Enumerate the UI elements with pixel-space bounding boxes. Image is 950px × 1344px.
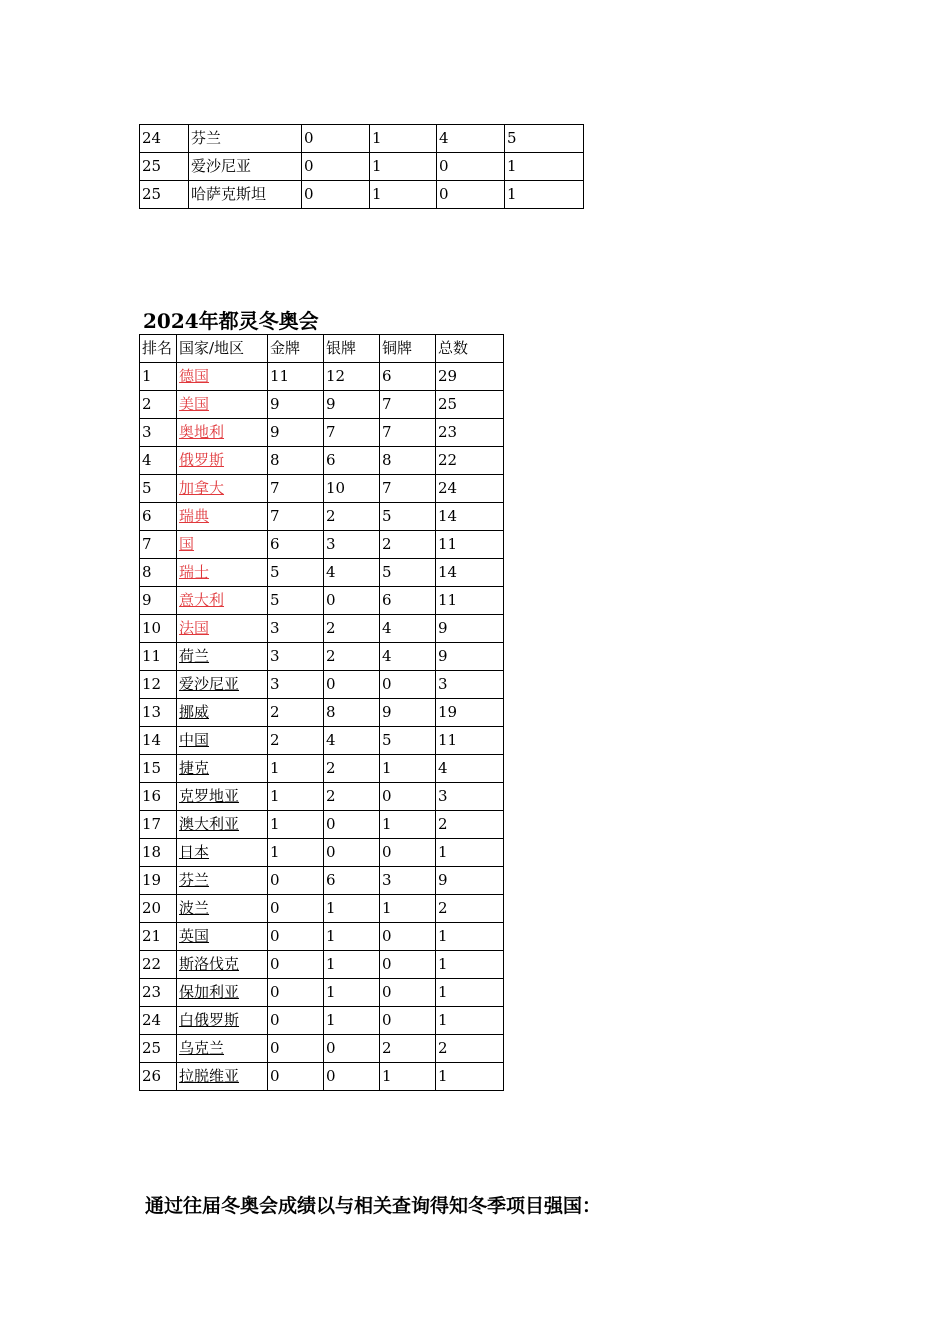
total-cell: 11 — [436, 531, 504, 559]
gold-cell: 0 — [268, 1035, 324, 1063]
gold-cell: 2 — [268, 699, 324, 727]
total-cell: 3 — [436, 783, 504, 811]
total-cell: 4 — [436, 755, 504, 783]
country-cell — [177, 363, 268, 391]
total-cell: 2 — [436, 1035, 504, 1063]
silver-cell: 2 — [324, 615, 380, 643]
gold-cell: 3 — [268, 671, 324, 699]
country-cell — [177, 979, 268, 1007]
bronze-cell: 1 — [380, 895, 436, 923]
gold-cell: 9 — [268, 419, 324, 447]
total-cell: 1 — [436, 839, 504, 867]
bronze-cell: 1 — [380, 755, 436, 783]
medal-table — [139, 334, 504, 1091]
bronze-cell: 0 — [380, 979, 436, 1007]
country-cell: 芬兰 — [189, 125, 302, 153]
silver-cell: 0 — [324, 671, 380, 699]
total-cell: 5 — [505, 125, 584, 153]
silver-cell: 1 — [324, 1007, 380, 1035]
country-link[interactable]: 瑞士 — [179, 563, 210, 581]
total-cell: 23 — [436, 419, 504, 447]
summary-text: 通过往届冬奥会成绩以与相关查询得知冬季项目强国： — [145, 1195, 602, 1217]
total-cell: 1 — [436, 979, 504, 1007]
bronze-cell: 0 — [437, 181, 505, 209]
bronze-cell: 6 — [380, 587, 436, 615]
total-cell: 2 — [436, 811, 504, 839]
total-cell: 3 — [436, 671, 504, 699]
rank-cell: 26 — [140, 1063, 177, 1091]
table-row — [140, 125, 584, 153]
country-link[interactable]: 瑞典 — [179, 507, 210, 525]
bronze-cell: 0 — [380, 839, 436, 867]
silver-cell: 1 — [370, 125, 437, 153]
bronze-cell: 2 — [380, 1035, 436, 1063]
section-heading: 2024年都灵冬奥会 — [143, 309, 319, 333]
bronze-cell: 5 — [380, 727, 436, 755]
bronze-cell: 1 — [380, 811, 436, 839]
table-row — [140, 839, 504, 867]
country-cell — [177, 839, 268, 867]
rank-cell: 21 — [140, 923, 177, 951]
gold-cell: 1 — [268, 783, 324, 811]
bronze-cell: 0 — [380, 1007, 436, 1035]
table-row — [140, 895, 504, 923]
bronze-cell: 3 — [380, 867, 436, 895]
total-cell: 1 — [436, 1007, 504, 1035]
country-cell — [177, 643, 268, 671]
medal-table-body — [140, 363, 504, 1091]
table-row — [140, 153, 584, 181]
gold-cell: 5 — [268, 559, 324, 587]
gold-cell: 0 — [268, 867, 324, 895]
table-row — [140, 615, 504, 643]
table-row — [140, 587, 504, 615]
table-row — [140, 447, 504, 475]
silver-cell: 1 — [324, 923, 380, 951]
header-total: 总数 — [436, 335, 504, 363]
country-link[interactable]: 国 — [179, 535, 195, 553]
table-row — [140, 181, 584, 209]
rank-cell: 1 — [140, 363, 177, 391]
table-row — [140, 811, 504, 839]
table-row — [140, 783, 504, 811]
total-cell: 19 — [436, 699, 504, 727]
bronze-cell: 0 — [380, 783, 436, 811]
country-link[interactable]: 白俄罗斯 — [179, 1011, 240, 1029]
country-cell — [177, 1007, 268, 1035]
country-link[interactable]: 波兰 — [179, 899, 210, 917]
rank-cell: 6 — [140, 503, 177, 531]
rank-cell: 24 — [140, 1007, 177, 1035]
country-cell: 哈萨克斯坦 — [189, 181, 302, 209]
bronze-cell: 2 — [380, 531, 436, 559]
bronze-cell: 0 — [380, 671, 436, 699]
total-cell: 14 — [436, 559, 504, 587]
bronze-cell: 8 — [380, 447, 436, 475]
bronze-cell: 4 — [380, 615, 436, 643]
bronze-cell: 0 — [380, 951, 436, 979]
total-cell: 11 — [436, 587, 504, 615]
silver-cell: 2 — [324, 755, 380, 783]
gold-cell: 5 — [268, 587, 324, 615]
country-cell — [177, 783, 268, 811]
bronze-cell: 7 — [380, 475, 436, 503]
table-row — [140, 643, 504, 671]
rank-cell: 2 — [140, 391, 177, 419]
gold-cell: 0 — [268, 895, 324, 923]
country-cell: 爱沙尼亚 — [189, 153, 302, 181]
table-row — [140, 1063, 504, 1091]
rank-cell: 19 — [140, 867, 177, 895]
country-cell — [177, 895, 268, 923]
gold-cell: 0 — [268, 923, 324, 951]
country-link[interactable]: 克罗地亚 — [179, 787, 240, 805]
country-cell — [177, 419, 268, 447]
country-link[interactable]: 英国 — [179, 927, 210, 945]
silver-cell: 1 — [324, 951, 380, 979]
silver-cell: 12 — [324, 363, 380, 391]
rank-cell: 3 — [140, 419, 177, 447]
silver-cell: 0 — [324, 811, 380, 839]
country-link[interactable]: 德国 — [179, 367, 210, 385]
table-row — [140, 1035, 504, 1063]
country-link[interactable]: 奥地利 — [179, 423, 225, 441]
gold-cell: 9 — [268, 391, 324, 419]
country-link[interactable]: 保加利亚 — [179, 983, 240, 1001]
country-link[interactable]: 俄罗斯 — [179, 451, 225, 469]
silver-cell: 6 — [324, 867, 380, 895]
country-cell — [177, 447, 268, 475]
gold-cell: 0 — [268, 1063, 324, 1091]
country-link[interactable]: 芬兰 — [179, 871, 210, 889]
silver-cell: 2 — [324, 643, 380, 671]
gold-cell: 7 — [268, 475, 324, 503]
country-link[interactable]: 挪威 — [179, 703, 210, 721]
header-rank: 排名 — [140, 335, 177, 363]
table-row — [140, 419, 504, 447]
silver-cell: 1 — [370, 181, 437, 209]
country-cell — [177, 727, 268, 755]
country-cell — [177, 475, 268, 503]
country-link[interactable]: 澳大利亚 — [179, 815, 240, 833]
rank-cell: 9 — [140, 587, 177, 615]
gold-cell: 3 — [268, 615, 324, 643]
silver-cell: 7 — [324, 419, 380, 447]
total-cell: 9 — [436, 615, 504, 643]
total-cell: 29 — [436, 363, 504, 391]
country-cell — [177, 923, 268, 951]
silver-cell: 10 — [324, 475, 380, 503]
total-cell: 25 — [436, 391, 504, 419]
total-cell: 22 — [436, 447, 504, 475]
gold-cell: 0 — [268, 951, 324, 979]
table-row — [140, 531, 504, 559]
country-cell — [177, 503, 268, 531]
rank-cell: 12 — [140, 671, 177, 699]
total-cell: 1 — [436, 951, 504, 979]
total-cell: 2 — [436, 895, 504, 923]
total-cell: 9 — [436, 643, 504, 671]
silver-cell: 0 — [324, 587, 380, 615]
rank-cell: 25 — [140, 181, 189, 209]
rank-cell: 25 — [140, 1035, 177, 1063]
total-cell: 1 — [505, 181, 584, 209]
rank-cell: 18 — [140, 839, 177, 867]
rank-cell: 15 — [140, 755, 177, 783]
country-link[interactable]: 加拿大 — [179, 479, 225, 497]
silver-cell: 0 — [324, 1063, 380, 1091]
gold-cell: 0 — [268, 1007, 324, 1035]
total-cell: 14 — [436, 503, 504, 531]
table-row — [140, 559, 504, 587]
country-cell — [177, 951, 268, 979]
country-cell — [177, 867, 268, 895]
gold-cell: 0 — [302, 125, 370, 153]
table-row — [140, 1007, 504, 1035]
bronze-cell: 7 — [380, 419, 436, 447]
gold-cell: 6 — [268, 531, 324, 559]
total-cell: 24 — [436, 475, 504, 503]
bronze-cell: 5 — [380, 503, 436, 531]
country-cell — [177, 1063, 268, 1091]
country-link[interactable]: 拉脱维亚 — [179, 1067, 240, 1085]
silver-cell: 1 — [324, 979, 380, 1007]
rank-cell: 11 — [140, 643, 177, 671]
header-silver: 银牌 — [324, 335, 380, 363]
table-row — [140, 979, 504, 1007]
bronze-cell: 0 — [437, 153, 505, 181]
table-row — [140, 475, 504, 503]
silver-cell: 1 — [370, 153, 437, 181]
country-link[interactable]: 法国 — [179, 619, 210, 637]
country-link[interactable]: 荷兰 — [179, 647, 210, 665]
country-link[interactable]: 爱沙尼亚 — [179, 675, 240, 693]
bronze-cell: 6 — [380, 363, 436, 391]
gold-cell: 1 — [268, 755, 324, 783]
total-cell: 1 — [436, 923, 504, 951]
table-row — [140, 867, 504, 895]
table-row — [140, 923, 504, 951]
country-link[interactable]: 日本 — [179, 843, 210, 861]
gold-cell: 8 — [268, 447, 324, 475]
bronze-cell: 7 — [380, 391, 436, 419]
rank-cell: 20 — [140, 895, 177, 923]
table-row — [140, 699, 504, 727]
top-table-body — [140, 125, 584, 209]
total-cell: 1 — [436, 1063, 504, 1091]
rank-cell: 4 — [140, 447, 177, 475]
rank-cell: 8 — [140, 559, 177, 587]
silver-cell: 6 — [324, 447, 380, 475]
country-link[interactable]: 斯洛伐克 — [179, 955, 240, 973]
gold-cell: 0 — [302, 181, 370, 209]
gold-cell: 1 — [268, 811, 324, 839]
rank-cell: 7 — [140, 531, 177, 559]
header-bronze: 铜牌 — [380, 335, 436, 363]
country-cell — [177, 755, 268, 783]
country-link[interactable]: 美国 — [179, 395, 210, 413]
silver-cell: 0 — [324, 839, 380, 867]
rank-cell: 17 — [140, 811, 177, 839]
rank-cell: 16 — [140, 783, 177, 811]
rank-cell: 13 — [140, 699, 177, 727]
country-cell — [177, 587, 268, 615]
bronze-cell: 1 — [380, 1063, 436, 1091]
silver-cell: 8 — [324, 699, 380, 727]
gold-cell: 0 — [268, 979, 324, 1007]
rank-cell: 22 — [140, 951, 177, 979]
silver-cell: 4 — [324, 559, 380, 587]
silver-cell: 0 — [324, 1035, 380, 1063]
gold-cell: 3 — [268, 643, 324, 671]
country-cell — [177, 811, 268, 839]
table-row — [140, 755, 504, 783]
country-link[interactable]: 捷克 — [179, 759, 210, 777]
silver-cell: 3 — [324, 531, 380, 559]
bronze-cell: 5 — [380, 559, 436, 587]
bronze-cell: 4 — [380, 643, 436, 671]
country-link[interactable]: 中国 — [179, 731, 210, 749]
rank-cell: 23 — [140, 979, 177, 1007]
header-gold: 金牌 — [268, 335, 324, 363]
country-cell — [177, 699, 268, 727]
rank-cell: 5 — [140, 475, 177, 503]
country-cell — [177, 671, 268, 699]
country-cell — [177, 531, 268, 559]
header-country: 国家/地区 — [177, 335, 268, 363]
total-cell: 11 — [436, 727, 504, 755]
table-row — [140, 503, 504, 531]
gold-cell: 7 — [268, 503, 324, 531]
silver-cell: 2 — [324, 783, 380, 811]
table-row — [140, 391, 504, 419]
bronze-cell: 4 — [437, 125, 505, 153]
table-row — [140, 951, 504, 979]
gold-cell: 11 — [268, 363, 324, 391]
country-cell — [177, 615, 268, 643]
silver-cell: 4 — [324, 727, 380, 755]
table-row — [140, 727, 504, 755]
table-row — [140, 363, 504, 391]
total-cell: 1 — [505, 153, 584, 181]
country-cell — [177, 559, 268, 587]
top-medal-table — [139, 124, 584, 209]
rank-cell: 24 — [140, 125, 189, 153]
gold-cell: 0 — [302, 153, 370, 181]
country-cell — [177, 391, 268, 419]
bronze-cell: 9 — [380, 699, 436, 727]
rank-cell: 25 — [140, 153, 189, 181]
bronze-cell: 0 — [380, 923, 436, 951]
country-link[interactable]: 乌克兰 — [179, 1039, 225, 1057]
silver-cell: 2 — [324, 503, 380, 531]
silver-cell: 9 — [324, 391, 380, 419]
table-row — [140, 671, 504, 699]
country-link[interactable]: 意大利 — [179, 591, 225, 609]
country-cell — [177, 1035, 268, 1063]
total-cell: 9 — [436, 867, 504, 895]
rank-cell: 14 — [140, 727, 177, 755]
header-row — [140, 335, 504, 363]
gold-cell: 2 — [268, 727, 324, 755]
gold-cell: 1 — [268, 839, 324, 867]
rank-cell: 10 — [140, 615, 177, 643]
silver-cell: 1 — [324, 895, 380, 923]
